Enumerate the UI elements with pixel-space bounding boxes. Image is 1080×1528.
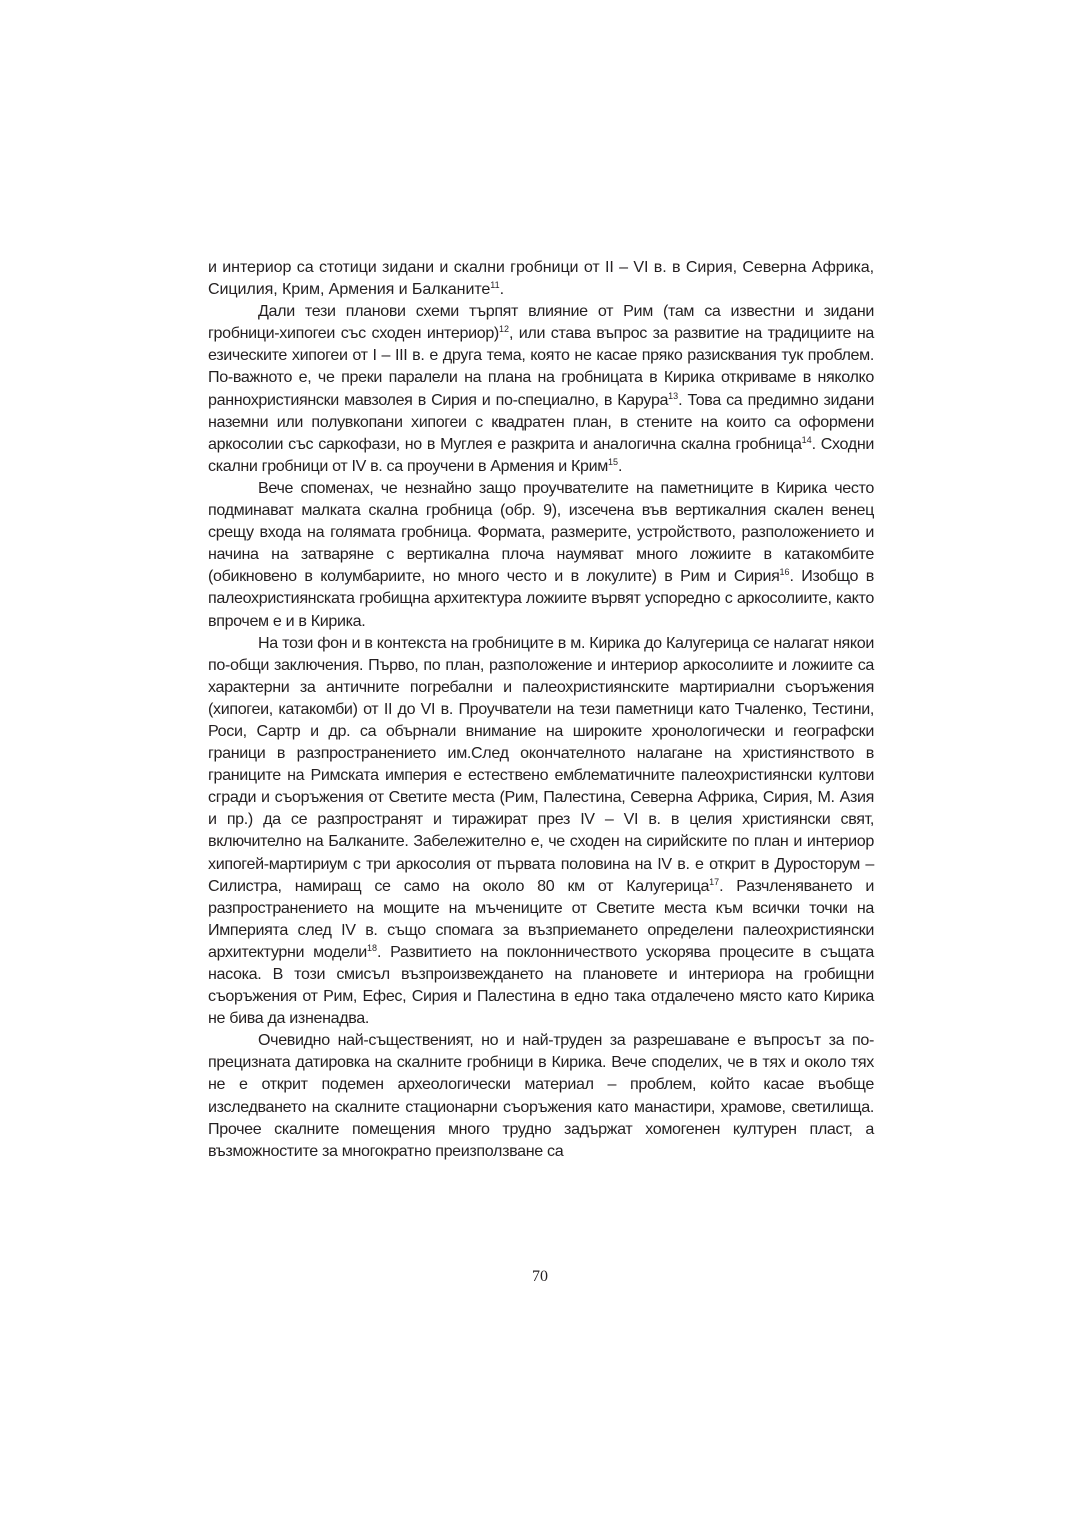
text-run: , или става въпрос за развитие на традициите на езическите хипогеи от I – III в. е друга тема, която не касае пряко разисквания тук проблем. По-важното е, че преки паралели на плана на гробницата в Кирика откриваме в няколко раннохристиянски мавзолея в Сирия и по-специално, в Каруpа: [208, 324, 875, 409]
text-run: . Развитието на поклонничеството ускорява процесите в същата насока. В този смисъл възпроизвеждането на плановете и интериора на гробищни съоръжения от Рим, Ефес, Сирия и Палестина в едно така отдалечено място като Кирика не бива да изненадва.: [208, 942, 874, 1028]
paragraph-2: [208, 300, 874, 477]
text-run: . Сходни скални гробници от IV в. са проучени в Армения и Крим: [208, 434, 874, 475]
paragraph-5: [208, 1029, 874, 1162]
text-run: .: [618, 456, 623, 475]
text-run: . Изобщо в палеохристиянската гробищна архитектура ложиите вървят успоредно с аркосолиите, както впрочем е и в Кирика.: [208, 567, 874, 630]
footnote-ref-15: 15: [608, 456, 619, 467]
footnote-ref-17: 17: [709, 876, 720, 887]
footnote-ref-18: 18: [366, 942, 377, 953]
text-run: и интериор са стотици зидани и скални гробници от II – VI в. в Сирия, Северна Африка, Сицилия, Крим, Армения и Балканите: [208, 258, 874, 299]
text-run: . Това са предимно зидани наземни или полувкопани хипогеи с квадратен план, в стените на които са оформени аркосолии със саркофази, но в Муглея е разкрита и аналогична скална гробница: [208, 390, 874, 453]
footnote-ref-13: 13: [668, 390, 679, 401]
paragraph-1: [208, 256, 874, 300]
body-text: [208, 256, 874, 1162]
text-run: . Разчленяването и разпространението на мощите на мъчениците от Светите места към всички точки на Империята след IV в. също спомага за възприемането определени палеохристиянски архитектурни модели: [208, 876, 874, 961]
footnote-ref-12: 12: [498, 324, 509, 335]
text-run: Очевидно най-същественият, но и най-труден за разрешаване е въпросът за по-прецизната датировка на скалните гробници в Кирика. Вече споделих, че в тях и около тях не е открит подемен археологически материал – проблем, който касае въобще изследването на скалните стационарни съоръжения като манастири, храмове, светилища. Прочее скалните помещения много трудно задържат хомогенен културен пласт, а възможностите за многократно преизползване са: [208, 1031, 874, 1160]
text-run: На този фон и в контекста на гробниците в м. Кирика до Калугерица се налагат някои по-общи заключения. Първо, по план, разположение и интериор аркосолиите и ложиите са характерни за античните погребални и палеохристиянските мартириални съоръжения (хипогеи, катакомби) от II до VI в. Проучватели на тези паметници като Тчаленко, Тестини, Роси, Сартр и др. са обърнали вниманиe на широките хронологически и географски граници в разпространението им.След окончателното налагане на християнството в границите на Римската империя е естествено емблематичните палеохристиянски култови сгради и съоръжения от Светите места (Рим, Палестина, Северна Африка, Сирия, М. Азия и пр.) да се разпространят и тиражират през IV – VI в. в целия християнски свят, включително на Балканите. Забележително е, че сходен на сирийските по план и интериор хипогей-мартириум с три аркосолия от първата половина на IV в. е открит в Дуросторум – Силистра, намиращ се само на около 80 км от Калугерица: [208, 633, 874, 895]
footnote-ref-11: 11: [490, 280, 500, 291]
footnote-ref-16: 16: [779, 567, 790, 578]
page-number: 70: [532, 1268, 548, 1285]
footnote-ref-14: 14: [801, 434, 812, 445]
text-run: Вече споменах, че незнайно защо проучвателите на паметниците в Кирика често подминават малката скална гробница (обр. 9), изсечена във вертикалния скален венец срещу входа на голямата гробница. Формата, размерите, устройството, разположението и начина на затваряне с вертикална плоча наумяват много ложиите в катакомбите (обикновено в колумбариите, но много често и в локулите) в Рим и Сирия: [208, 478, 874, 586]
paragraph-3: [208, 477, 874, 632]
paragraph-4: [208, 632, 874, 1030]
text-run: .: [499, 280, 504, 299]
text-run: Дали тези планови схеми търпят влияние от Рим (там са известни и зидани гробници-хипогеи със сходен интериор): [208, 302, 874, 343]
